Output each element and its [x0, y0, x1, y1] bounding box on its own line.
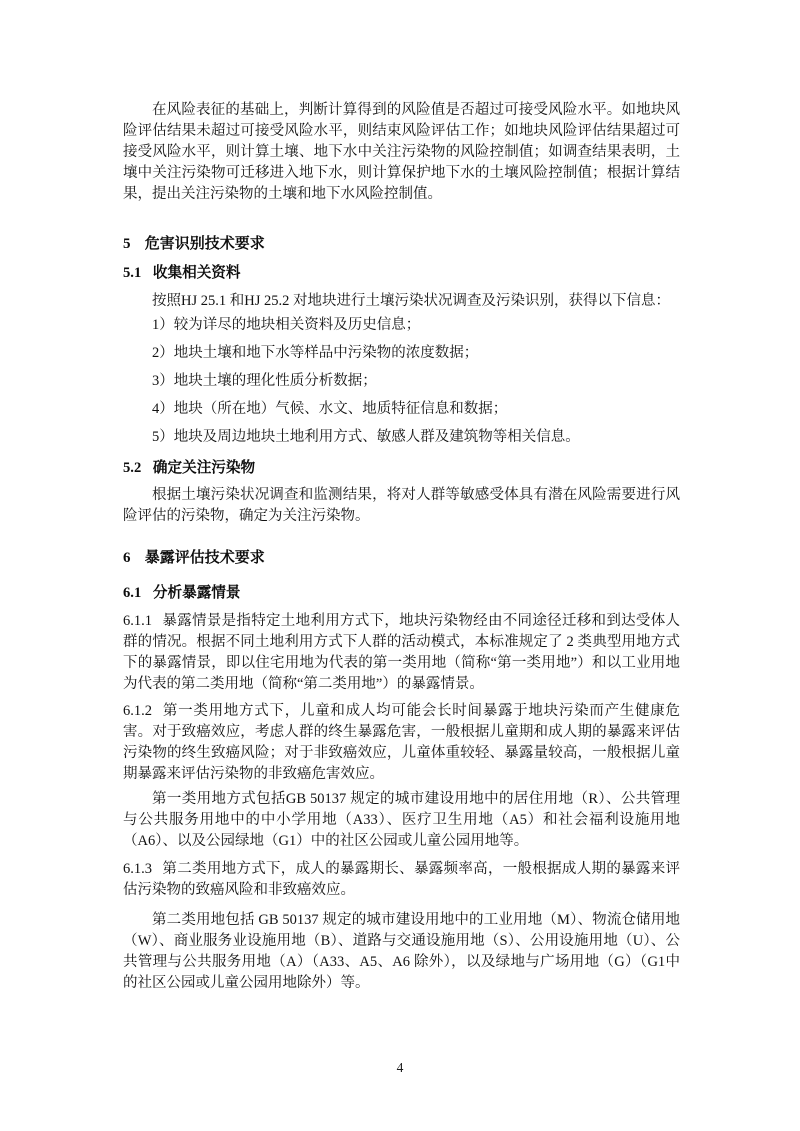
section-5-1-title: 收集相关资料 [152, 265, 241, 281]
section-6-heading [123, 547, 680, 569]
clause-6-1-1 [123, 611, 680, 695]
clause-6-1-3-text: 第二类用地方式下，成人的暴露期长、暴露频率高，一般根据成人期的暴露来评估污染物的致癌风险和非致癌效应。 [123, 861, 680, 898]
section-5-2-title: 确定关注污染物 [152, 460, 256, 476]
section-5-title: 危害识别技术要求 [144, 235, 265, 252]
section-6-1-number: 6.1 [123, 585, 142, 601]
paragraph-6-1-2: 第一类用地方式包括GB 50137 规定的城市建设用地中的居住用地（R）、公共管理与公共服务用地中的中小学用地（A33）、医疗卫生用地（A5）和社会福利设施用地（A6）、以及公园绿地（G1）中的社区公园或儿童公园用地等。 [123, 791, 680, 849]
clause-6-1-3-number: 6.1.3 [123, 861, 152, 877]
clause-6-1-1-number: 6.1.1 [123, 613, 152, 629]
section-5-2-heading [123, 458, 680, 479]
section-6-number: 6 [123, 550, 131, 566]
section-5-heading [123, 233, 680, 255]
paragraph-5-2: 根据土壤污染状况调查和监测结果，将对人群等敏感受体具有潜在风险需要进行风险评估的污染物，确定为关注污染物。 [123, 487, 680, 524]
list-item: 1）较为详尽的地块相关资料及历史信息； [152, 317, 421, 333]
clause-6-1-3 [123, 859, 680, 901]
section-6-1-heading [123, 583, 680, 604]
paragraph-5-1: 按照HJ 25.1 和HJ 25.2 对地块进行土壤污染状况调查及污染识别，获得以下信息： [152, 293, 670, 309]
list-item: 3）地块土壤的理化性质分析数据； [152, 373, 377, 389]
list-item: 2）地块土壤和地下水等样品中污染物的浓度数据； [152, 345, 479, 361]
clause-6-1-2 [123, 701, 680, 785]
section-6-1-title: 分析暴露情景 [152, 585, 241, 601]
document-body [123, 100, 680, 994]
section-5-2-number: 5.2 [123, 460, 142, 476]
clause-6-1-2-number: 6.1.2 [123, 703, 152, 719]
list-item: 5）地块及周边地块土地利用方式、敏感人群及建筑物等相关信息。 [152, 429, 580, 445]
section-5-1-number: 5.1 [123, 265, 142, 281]
section-6-title: 暴露评估技术要求 [144, 549, 265, 566]
section-5-number: 5 [123, 236, 131, 252]
clause-6-1-2-text: 第一类用地方式下，儿童和成人均可能会长时间暴露于地块污染而产生健康危害。对于致癌效应，考虑人群的终生暴露危害，一般根据儿童期和成人期的暴露来评估污染物的终生致癌风险；对于非致癌效应，儿童体重较轻、暴露量较高，一般根据儿童期暴露来评估污染物的非致癌危害效应。 [123, 703, 680, 782]
clause-6-1-1-text: 暴露情景是指特定土地利用方式下，地块污染物经由不同途径迁移和到达受体人群的情况。根据不同土地利用方式下人群的活动模式，本标准规定了 2 类典型用地方式下的暴露情景，即以住宅用地为代表的第一类用地（简称“第一类用地”）和以工业用地为代表的第二类用地（简称“第二类用地”）的暴露情景。 [123, 613, 680, 692]
paragraph-6-1-3: 第二类用地包括 GB 50137 规定的城市建设用地中的工业用地（M）、物流仓储用地（W）、商业服务业设施用地（B）、道路与交通设施用地（S）、公用设施用地（U）、公共管理与公共服务用地（A）（A33、A5、A6 除外），以及绿地与广场用地（G）（G1中的社区公园或儿童公园用地除外）等。 [123, 912, 680, 991]
intro-paragraph: 在风险表征的基础上，判断计算得到的风险值是否超过可接受风险水平。如地块风险评估结果未超过可接受风险水平，则结束风险评估工作；如地块风险评估结果超过可接受风险水平，则计算土壤、地下水中关注污染物的风险控制值；如调查结果表明，土壤中关注污染物可迁移进入地下水，则计算保护地下水的土壤风险控制值；根据计算结果，提出关注污染物的土壤和地下水风险控制值。 [123, 102, 680, 202]
list-item: 4）地块（所在地）气候、水文、地质特征信息和数据； [152, 401, 508, 417]
section-5-1-heading [123, 263, 680, 284]
page-number: 4 [396, 1060, 404, 1075]
